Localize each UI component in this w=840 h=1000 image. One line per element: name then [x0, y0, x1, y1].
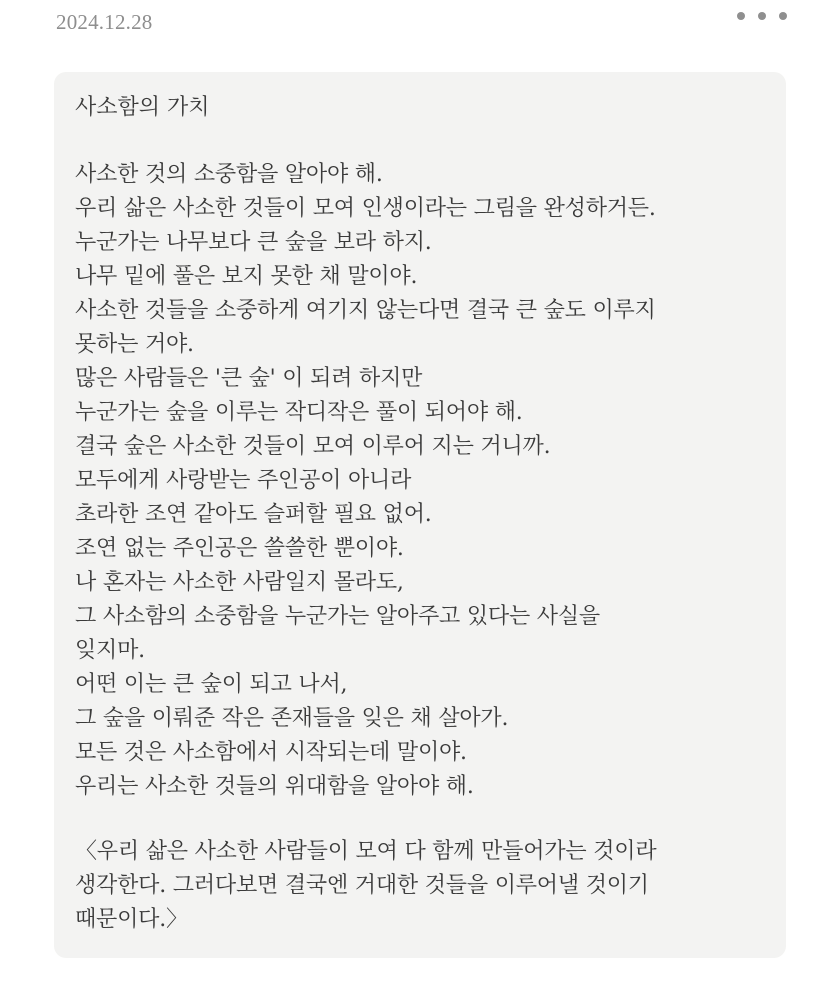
poem-line: 초라한 조연 같아도 슬퍼할 필요 없어. [75, 502, 432, 527]
closing-note [75, 835, 766, 937]
poem-line: 못하는 거야. [75, 332, 194, 357]
note-card [54, 72, 786, 958]
poem-line: 누군가는 숲을 이루는 작디작은 풀이 되어야 해. [75, 400, 523, 425]
closing-line: 생각한다. 그러다보면 결국엔 거대한 것들을 이루어낼 것이기 [75, 873, 649, 898]
poem-line: 나무 밑에 풀은 보지 못한 채 말이야. [75, 264, 418, 289]
note-title: 사소함의 가치 [75, 95, 210, 120]
blank-line [75, 125, 766, 158]
poem-line: 많은 사람들은 '큰 숲' 이 되려 하지만 [75, 366, 423, 391]
poem-line: 잊지마. [75, 638, 145, 663]
poem-line: 사소한 것들을 소중하게 여기지 않는다면 결국 큰 숲도 이루지 [75, 298, 656, 323]
closing-line: 〈우리 삶은 사소한 사람들이 모여 다 함께 만들어가는 것이라 [75, 839, 657, 864]
poem-line: 그 숲을 이뤄준 작은 존재들을 잊은 채 살아가. [75, 706, 509, 731]
poem-line: 우리 삶은 사소한 것들이 모여 인생이라는 그림을 완성하거든. [75, 196, 656, 221]
poem-line: 나 혼자는 사소한 사람일지 몰라도, [75, 570, 404, 595]
more-options-button[interactable] [734, 6, 790, 26]
poem-line: 모두에게 사랑받는 주인공이 아니라 [75, 468, 412, 493]
more-horizontal-icon [737, 12, 787, 20]
poem-line: 어떤 이는 큰 숲이 되고 나서, [75, 672, 348, 697]
poem-line: 그 사소함의 소중함을 누군가는 알아주고 있다는 사실을 [75, 604, 600, 629]
poem-line: 누군가는 나무보다 큰 숲을 보라 하지. [75, 230, 432, 255]
closing-line: 때문이다.〉 [75, 907, 188, 932]
poem-line: 모든 것은 사소함에서 시작되는데 말이야. [75, 740, 467, 765]
dot [737, 12, 745, 20]
poem-line: 우리는 사소한 것들의 위대함을 알아야 해. [75, 774, 474, 799]
poem-line: 사소한 것의 소중함을 알아야 해. [75, 162, 383, 187]
poem-body [75, 158, 766, 804]
post-date: 2024.12.28 [56, 10, 153, 34]
poem-line: 조연 없는 주인공은 쓸쓸한 뿐이야. [75, 536, 404, 561]
dot [779, 12, 787, 20]
poem-line: 결국 숲은 사소한 것들이 모여 이루어 지는 거니까. [75, 434, 551, 459]
dot [758, 12, 766, 20]
